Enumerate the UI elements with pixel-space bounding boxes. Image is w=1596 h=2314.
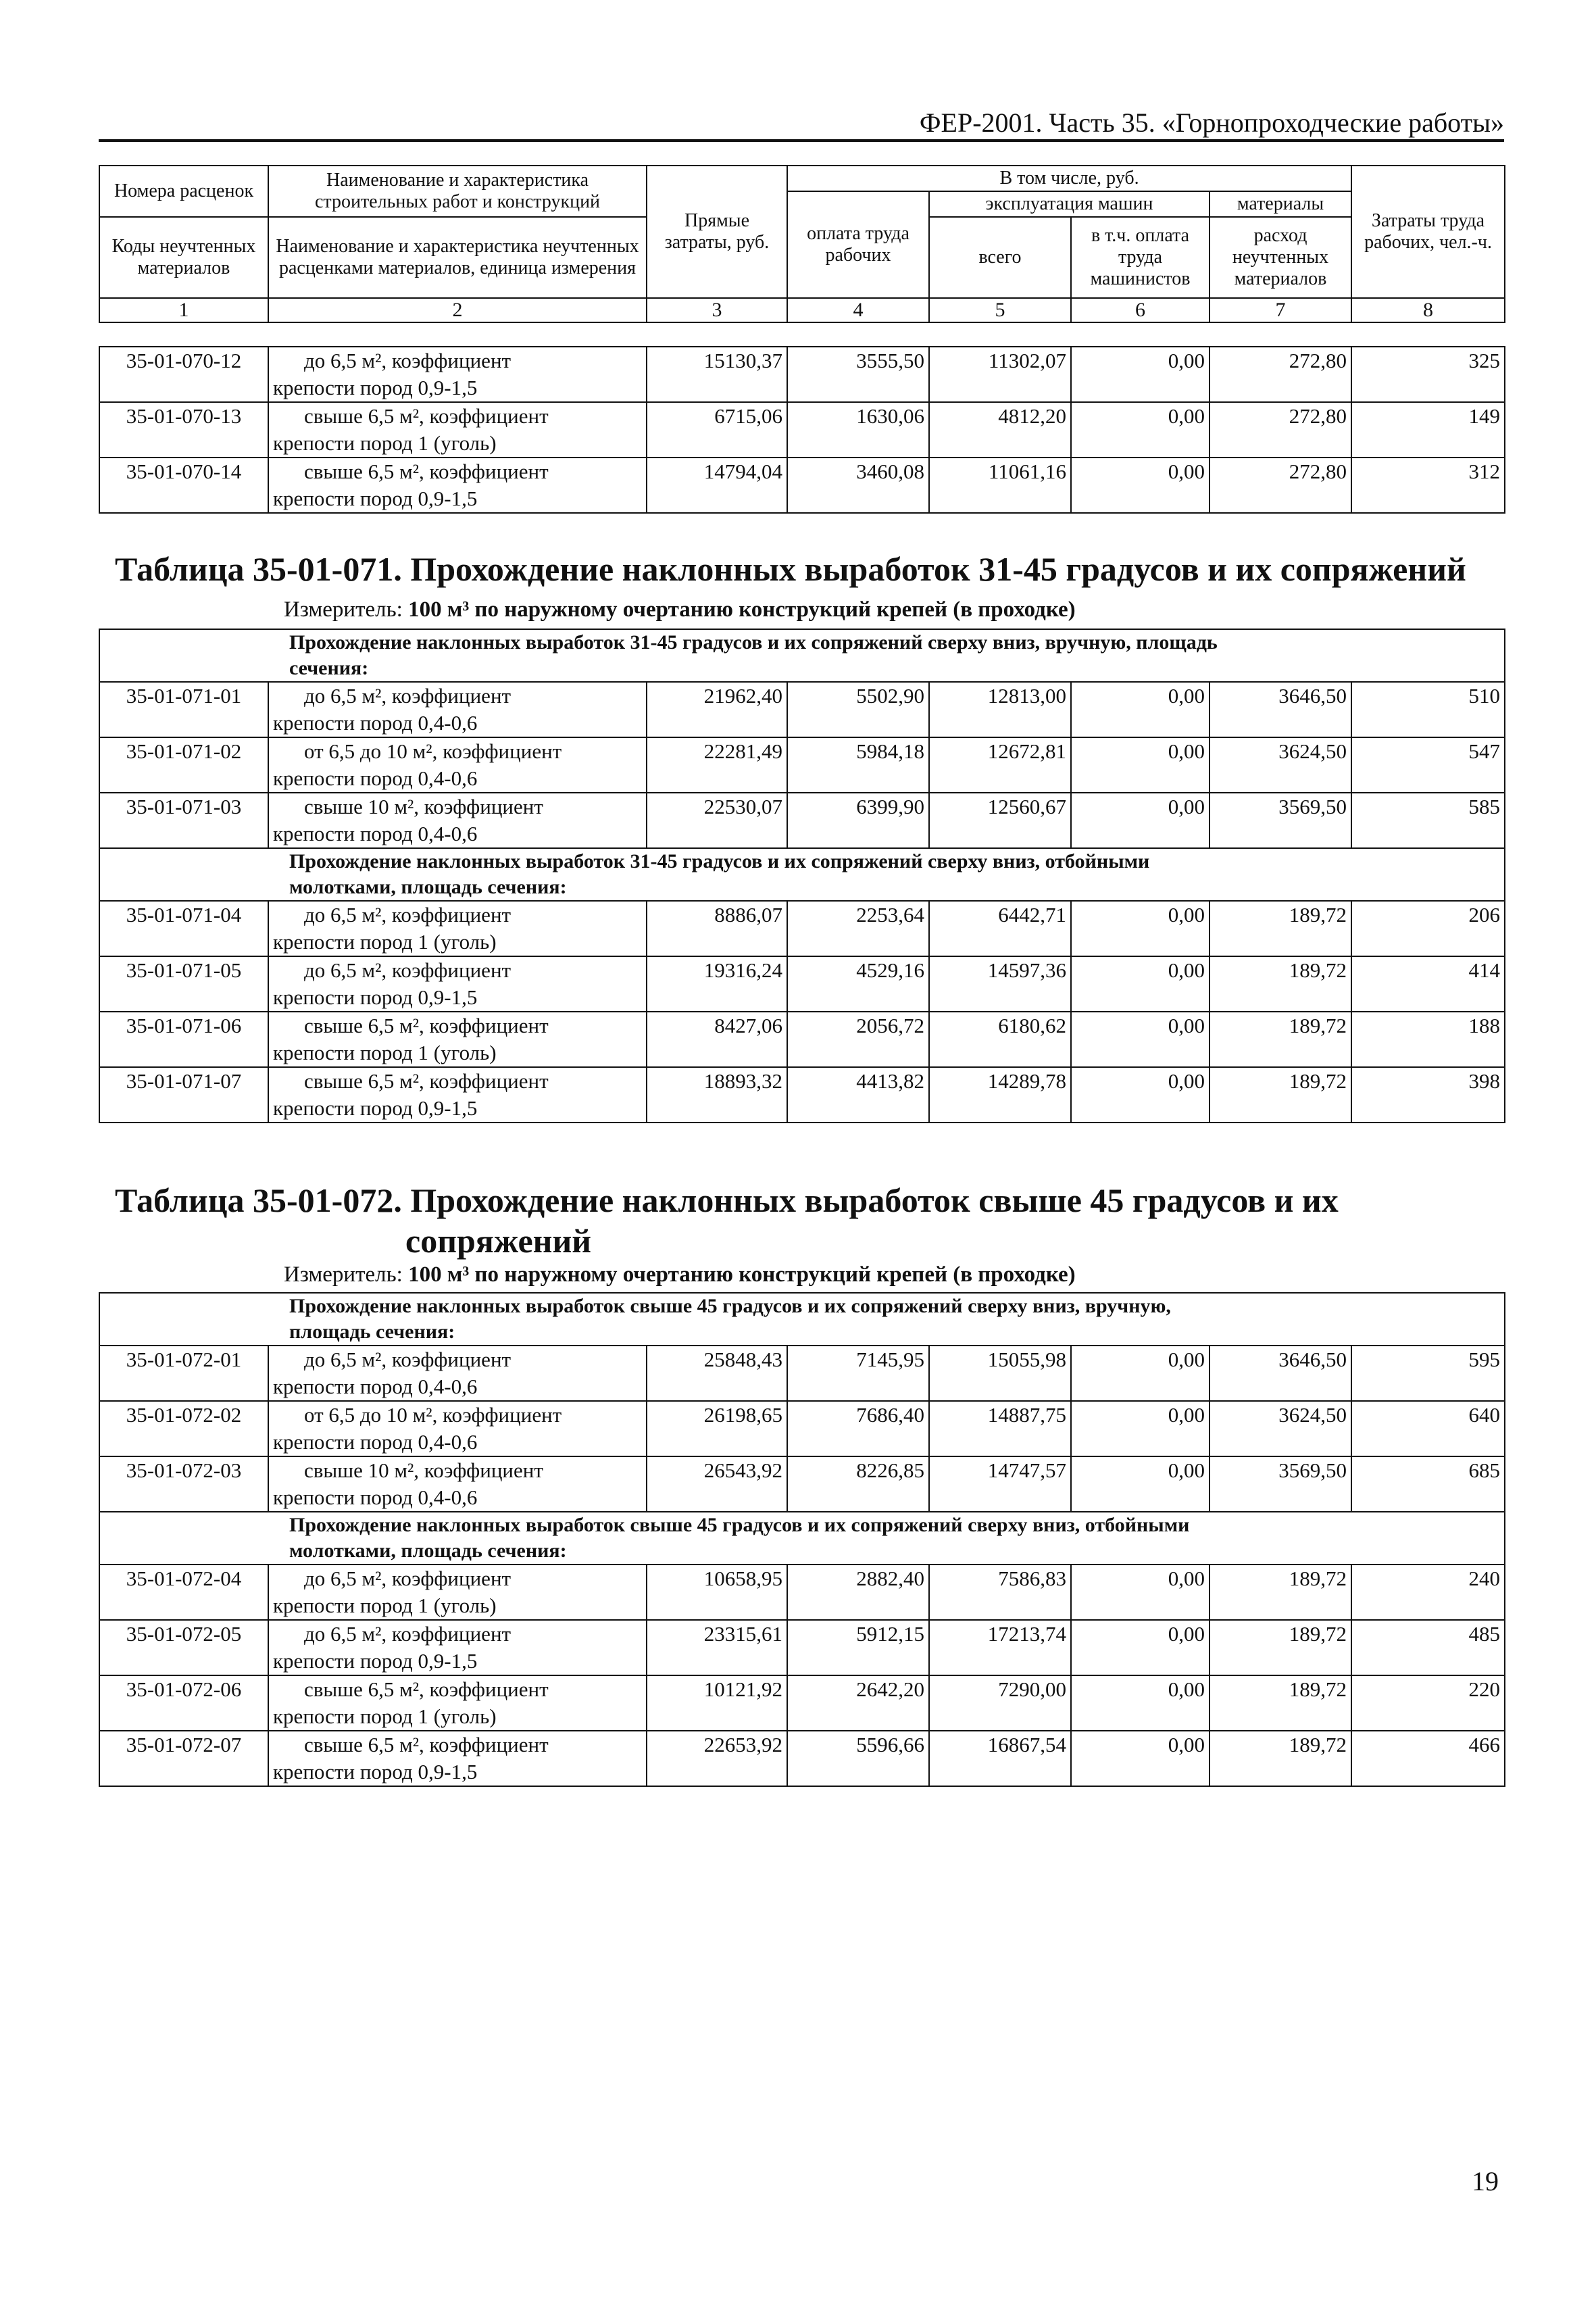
- rate-code: 35-01-071-05: [99, 956, 268, 1012]
- labor-hours-cell: 547: [1351, 737, 1505, 793]
- table-row: [99, 1620, 1505, 1675]
- table-row: [99, 901, 1505, 956]
- machinist-pay-cell: 0,00: [1071, 1675, 1210, 1731]
- running-header: ФЕР-2001. Часть 35. «Горнопроходческие работы»: [919, 107, 1504, 138]
- direct-costs-cell: 19316,24: [647, 956, 787, 1012]
- rate-code: 35-01-070-14: [99, 458, 268, 513]
- work-description: [268, 1067, 647, 1123]
- table-071-title: Таблица 35-01-071. Прохождение наклонных выработок 31-45 градусов и их сопряжений: [115, 550, 1466, 588]
- rate-code: 35-01-072-03: [99, 1456, 268, 1512]
- col-number: 3: [647, 298, 787, 322]
- labor-hours-cell: 398: [1351, 1067, 1505, 1123]
- machines-total-cell: 12813,00: [929, 682, 1071, 737]
- work-description-line2: крепости пород 0,9-1,5: [273, 985, 478, 1009]
- work-description-line2: крепости пород 1 (уголь): [273, 431, 497, 455]
- labor-hours-cell: 188: [1351, 1012, 1505, 1067]
- machines-total-cell: 11061,16: [929, 458, 1071, 513]
- table-072: [99, 1292, 1505, 1787]
- work-description-line2: крепости пород 1 (уголь): [273, 1594, 497, 1617]
- work-description-line1: до 6,5 м², коэффициент: [304, 958, 512, 982]
- col-number: 7: [1210, 298, 1351, 322]
- machines-total-cell: 17213,74: [929, 1620, 1071, 1675]
- labor-hours-cell: 466: [1351, 1731, 1505, 1786]
- machines-total-cell: 6442,71: [929, 901, 1071, 956]
- table-row: [99, 347, 1505, 402]
- table-070: [99, 346, 1505, 514]
- machinist-pay-cell: 0,00: [1071, 1067, 1210, 1123]
- rate-code: 35-01-072-01: [99, 1346, 268, 1401]
- labor-hours-cell: 312: [1351, 458, 1505, 513]
- direct-costs-cell: 8886,07: [647, 901, 787, 956]
- machinist-pay-cell: 0,00: [1071, 1565, 1210, 1620]
- section-heading-line1: Прохождение наклонных выработок свыше 45 градусов и их сопряжений сверху вниз, вручную,: [289, 1295, 1171, 1317]
- header-work-name: Наименование и характеристика строительных работ и конструкций: [268, 166, 647, 217]
- labor-pay-cell: 2882,40: [787, 1565, 929, 1620]
- work-description-line2: крепости пород 0,9-1,5: [273, 376, 478, 399]
- direct-costs-cell: 22653,92: [647, 1731, 787, 1786]
- table-row: [99, 1346, 1505, 1401]
- labor-pay-cell: 5984,18: [787, 737, 929, 793]
- materials-cell: 189,72: [1210, 956, 1351, 1012]
- work-description: [268, 793, 647, 848]
- machines-total-cell: 6180,62: [929, 1012, 1071, 1067]
- materials-cell: 189,72: [1210, 1731, 1351, 1786]
- direct-costs-cell: 10121,92: [647, 1675, 787, 1731]
- work-description-line1: свыше 10 м², коэффициент: [304, 1458, 543, 1482]
- machines-total-cell: 7586,83: [929, 1565, 1071, 1620]
- rate-code: 35-01-071-01: [99, 682, 268, 737]
- materials-cell: 189,72: [1210, 1012, 1351, 1067]
- rate-code: 35-01-072-06: [99, 1675, 268, 1731]
- direct-costs-cell: 25848,43: [647, 1346, 787, 1401]
- measure-label: Измеритель:: [284, 1262, 403, 1287]
- materials-cell: 3646,50: [1210, 682, 1351, 737]
- materials-cell: 3624,50: [1210, 1401, 1351, 1456]
- direct-costs-cell: 22281,49: [647, 737, 787, 793]
- section-heading: [99, 629, 1505, 682]
- materials-cell: 3624,50: [1210, 737, 1351, 793]
- measure-value: 100 м³ по наружному очертанию конструкций крепей (в проходке): [408, 1262, 1076, 1287]
- work-description: [268, 1346, 647, 1401]
- labor-pay-cell: 6399,90: [787, 793, 929, 848]
- table-row: [99, 956, 1505, 1012]
- labor-pay-cell: 2642,20: [787, 1675, 929, 1731]
- measure-value: 100 м³ по наружному очертанию конструкций крепей (в проходке): [408, 597, 1076, 622]
- section-heading-line1: Прохождение наклонных выработок 31-45 градусов и их сопряжений сверху вниз, вручную, площадь: [289, 631, 1218, 654]
- work-description-line2: крепости пород 0,4-0,6: [273, 1430, 478, 1454]
- labor-pay-cell: 4413,82: [787, 1067, 929, 1123]
- header-machinist-pay: в т.ч. оплата труда машинистов: [1071, 217, 1210, 298]
- header-rule: [99, 139, 1504, 142]
- materials-cell: 189,72: [1210, 901, 1351, 956]
- labor-pay-cell: 5912,15: [787, 1620, 929, 1675]
- work-description-line1: до 6,5 м², коэффициент: [304, 903, 512, 927]
- table-071-measure: [284, 597, 1076, 622]
- machinist-pay-cell: 0,00: [1071, 793, 1210, 848]
- materials-cell: 3646,50: [1210, 1346, 1351, 1401]
- table-072-title: [115, 1180, 1399, 1261]
- table-row: [99, 1012, 1505, 1067]
- work-description: [268, 1620, 647, 1675]
- materials-cell: 272,80: [1210, 458, 1351, 513]
- machinist-pay-cell: 0,00: [1071, 956, 1210, 1012]
- work-description: [268, 737, 647, 793]
- header-codes: Номера расценок: [99, 166, 268, 217]
- labor-pay-cell: 3460,08: [787, 458, 929, 513]
- machinist-pay-cell: 0,00: [1071, 402, 1210, 458]
- work-description-line1: от 6,5 до 10 м², коэффициент: [304, 1403, 562, 1427]
- table-row: [99, 1456, 1505, 1512]
- table-row: [99, 682, 1505, 737]
- rate-code: 35-01-070-12: [99, 347, 268, 402]
- table-row: [99, 1731, 1505, 1786]
- work-description-line2: крепости пород 0,9-1,5: [273, 1096, 478, 1120]
- section-heading-line1: Прохождение наклонных выработок 31-45 градусов и их сопряжений сверху вниз, отбойными: [289, 850, 1150, 872]
- work-description: [268, 901, 647, 956]
- machines-total-cell: 14747,57: [929, 1456, 1071, 1512]
- work-description-line1: до 6,5 м², коэффициент: [304, 1567, 512, 1590]
- section-heading-row: [99, 629, 1505, 682]
- work-description-line1: свыше 6,5 м², коэффициент: [304, 460, 549, 483]
- labor-pay-cell: 3555,50: [787, 347, 929, 402]
- machines-total-cell: 14289,78: [929, 1067, 1071, 1123]
- col-number: 4: [787, 298, 929, 322]
- materials-cell: 189,72: [1210, 1067, 1351, 1123]
- materials-cell: 189,72: [1210, 1620, 1351, 1675]
- section-heading-line2: сечения:: [289, 657, 369, 679]
- direct-costs-cell: 23315,61: [647, 1620, 787, 1675]
- table-row: [99, 793, 1505, 848]
- table-row: [99, 1565, 1505, 1620]
- labor-hours-cell: 220: [1351, 1675, 1505, 1731]
- page-number: 19: [1472, 2166, 1499, 2196]
- labor-hours-cell: 325: [1351, 347, 1505, 402]
- work-description-line2: крепости пород 0,9-1,5: [273, 1760, 478, 1783]
- work-description-line1: свыше 6,5 м², коэффициент: [304, 1014, 549, 1037]
- labor-pay-cell: 5502,90: [787, 682, 929, 737]
- section-heading: [99, 848, 1505, 901]
- work-description: [268, 1675, 647, 1731]
- direct-costs-cell: 21962,40: [647, 682, 787, 737]
- labor-hours-cell: 595: [1351, 1346, 1505, 1401]
- direct-costs-cell: 10658,95: [647, 1565, 787, 1620]
- header-labor-cost: Затраты труда рабочих, чел.-ч.: [1351, 166, 1505, 298]
- rate-code: 35-01-070-13: [99, 402, 268, 458]
- work-description: [268, 1731, 647, 1786]
- labor-hours-cell: 510: [1351, 682, 1505, 737]
- table-row: [99, 402, 1505, 458]
- section-heading-row: [99, 1512, 1505, 1565]
- work-description-line2: крепости пород 1 (уголь): [273, 930, 497, 954]
- header-labor-pay: оплата труда рабочих: [787, 191, 929, 298]
- work-description-line2: крепости пород 0,4-0,6: [273, 822, 478, 845]
- header-materials: материалы: [1210, 191, 1351, 217]
- header-machines-total: всего: [929, 217, 1071, 298]
- work-description-line2: крепости пород 0,4-0,6: [273, 766, 478, 790]
- table-072-title-line2: сопряжений: [405, 1222, 592, 1260]
- rate-code: 35-01-072-05: [99, 1620, 268, 1675]
- labor-pay-cell: 7145,95: [787, 1346, 929, 1401]
- machinist-pay-cell: 0,00: [1071, 1346, 1210, 1401]
- work-description: [268, 1012, 647, 1067]
- direct-costs-cell: 15130,37: [647, 347, 787, 402]
- table-row: [99, 737, 1505, 793]
- materials-cell: 272,80: [1210, 402, 1351, 458]
- labor-pay-cell: 2056,72: [787, 1012, 929, 1067]
- work-description: [268, 458, 647, 513]
- machinist-pay-cell: 0,00: [1071, 737, 1210, 793]
- machines-total-cell: 12672,81: [929, 737, 1071, 793]
- col-number: 6: [1071, 298, 1210, 322]
- direct-costs-cell: 14794,04: [647, 458, 787, 513]
- materials-cell: 189,72: [1210, 1675, 1351, 1731]
- section-heading-line2: молотками, площадь сечения:: [289, 876, 567, 898]
- machinist-pay-cell: 0,00: [1071, 458, 1210, 513]
- rate-code: 35-01-071-06: [99, 1012, 268, 1067]
- materials-cell: 3569,50: [1210, 793, 1351, 848]
- work-description-line1: свыше 6,5 м², коэффициент: [304, 404, 549, 428]
- machinist-pay-cell: 0,00: [1071, 901, 1210, 956]
- work-description: [268, 1565, 647, 1620]
- materials-cell: 272,80: [1210, 347, 1351, 402]
- labor-hours-cell: 485: [1351, 1620, 1505, 1675]
- table-row: [99, 1675, 1505, 1731]
- machines-total-cell: 4812,20: [929, 402, 1071, 458]
- machinist-pay-cell: 0,00: [1071, 1731, 1210, 1786]
- work-description: [268, 956, 647, 1012]
- section-heading: [99, 1512, 1505, 1565]
- work-description-line2: крепости пород 0,4-0,6: [273, 1485, 478, 1509]
- machinist-pay-cell: 0,00: [1071, 1012, 1210, 1067]
- col-number: 1: [99, 298, 268, 322]
- rate-code: 35-01-072-07: [99, 1731, 268, 1786]
- machinist-pay-cell: 0,00: [1071, 1456, 1210, 1512]
- work-description-line1: свыше 6,5 м², коэффициент: [304, 1733, 549, 1756]
- direct-costs-cell: 22530,07: [647, 793, 787, 848]
- col-number: 8: [1351, 298, 1505, 322]
- work-description-line1: до 6,5 м², коэффициент: [304, 1348, 512, 1371]
- direct-costs-cell: 6715,06: [647, 402, 787, 458]
- materials-cell: 3569,50: [1210, 1456, 1351, 1512]
- header-unaccounted-codes: Коды неучтенных материалов: [99, 217, 268, 298]
- table-072-measure: [284, 1262, 1076, 1287]
- table-row: [99, 1067, 1505, 1123]
- work-description: [268, 1401, 647, 1456]
- rate-code: 35-01-071-07: [99, 1067, 268, 1123]
- labor-hours-cell: 685: [1351, 1456, 1505, 1512]
- section-heading: [99, 1293, 1505, 1346]
- labor-pay-cell: 1630,06: [787, 402, 929, 458]
- work-description: [268, 402, 647, 458]
- labor-hours-cell: 149: [1351, 402, 1505, 458]
- section-heading-line2: молотками, площадь сечения:: [289, 1540, 567, 1562]
- work-description-line2: крепости пород 0,4-0,6: [273, 711, 478, 735]
- machines-total-cell: 14597,36: [929, 956, 1071, 1012]
- machinist-pay-cell: 0,00: [1071, 1620, 1210, 1675]
- work-description-line2: крепости пород 0,9-1,5: [273, 487, 478, 510]
- rate-code: 35-01-072-04: [99, 1565, 268, 1620]
- machines-total-cell: 11302,07: [929, 347, 1071, 402]
- header-materials-use: расход неучтенных материалов: [1210, 217, 1351, 298]
- direct-costs-cell: 8427,06: [647, 1012, 787, 1067]
- labor-hours-cell: 240: [1351, 1565, 1505, 1620]
- labor-pay-cell: 7686,40: [787, 1401, 929, 1456]
- labor-hours-cell: 414: [1351, 956, 1505, 1012]
- machinist-pay-cell: 0,00: [1071, 347, 1210, 402]
- labor-hours-cell: 585: [1351, 793, 1505, 848]
- work-description-line1: до 6,5 м², коэффициент: [304, 1622, 512, 1646]
- col-number: 2: [268, 298, 647, 322]
- materials-cell: 189,72: [1210, 1565, 1351, 1620]
- table-row: [99, 458, 1505, 513]
- machines-total-cell: 16867,54: [929, 1731, 1071, 1786]
- direct-costs-cell: 18893,32: [647, 1067, 787, 1123]
- machinist-pay-cell: 0,00: [1071, 1401, 1210, 1456]
- machinist-pay-cell: 0,00: [1071, 682, 1210, 737]
- table-row: [99, 1401, 1505, 1456]
- machines-total-cell: 14887,75: [929, 1401, 1071, 1456]
- direct-costs-cell: 26198,65: [647, 1401, 787, 1456]
- table-072-title-line1: Таблица 35-01-072. Прохождение наклонных выработок свыше 45 градусов и их: [115, 1181, 1339, 1219]
- machines-total-cell: 7290,00: [929, 1675, 1071, 1731]
- direct-costs-cell: 26543,92: [647, 1456, 787, 1512]
- work-description: [268, 682, 647, 737]
- header-machines: эксплуатация машин: [929, 191, 1210, 217]
- work-description-line1: до 6,5 м², коэффициент: [304, 349, 512, 372]
- machines-total-cell: 15055,98: [929, 1346, 1071, 1401]
- header-direct-costs: Прямые затраты, руб.: [647, 166, 787, 298]
- work-description: [268, 347, 647, 402]
- work-description-line2: крепости пород 1 (уголь): [273, 1041, 497, 1064]
- labor-pay-cell: 4529,16: [787, 956, 929, 1012]
- work-description-line2: крепости пород 0,4-0,6: [273, 1375, 478, 1398]
- labor-pay-cell: 2253,64: [787, 901, 929, 956]
- section-heading-row: [99, 848, 1505, 901]
- rate-code: 35-01-071-03: [99, 793, 268, 848]
- section-heading-line1: Прохождение наклонных выработок свыше 45 градусов и их сопряжений сверху вниз, отбойными: [289, 1514, 1190, 1536]
- header-unaccounted-name: Наименование и характеристика неучтенных расценками материалов, единица измерения: [268, 217, 647, 298]
- table-071: [99, 629, 1505, 1123]
- work-description-line1: свыше 10 м², коэффициент: [304, 795, 543, 818]
- work-description: [268, 1456, 647, 1512]
- rate-code: 35-01-072-02: [99, 1401, 268, 1456]
- work-description-line2: крепости пород 1 (уголь): [273, 1704, 497, 1728]
- work-description-line1: до 6,5 м², коэффициент: [304, 684, 512, 708]
- section-heading-line2: площадь сечения:: [289, 1321, 455, 1343]
- labor-hours-cell: 206: [1351, 901, 1505, 956]
- labor-pay-cell: 8226,85: [787, 1456, 929, 1512]
- measure-label: Измеритель:: [284, 597, 403, 622]
- column-header-table: [99, 165, 1505, 323]
- labor-pay-cell: 5596,66: [787, 1731, 929, 1786]
- work-description-line2: крепости пород 0,9-1,5: [273, 1649, 478, 1673]
- rate-code: 35-01-071-02: [99, 737, 268, 793]
- header-including: В том числе, руб.: [787, 166, 1351, 191]
- rate-code: 35-01-071-04: [99, 901, 268, 956]
- work-description-line1: свыше 6,5 м², коэффициент: [304, 1069, 549, 1093]
- work-description-line1: от 6,5 до 10 м², коэффициент: [304, 739, 562, 763]
- work-description-line1: свыше 6,5 м², коэффициент: [304, 1677, 549, 1701]
- col-number: 5: [929, 298, 1071, 322]
- labor-hours-cell: 640: [1351, 1401, 1505, 1456]
- section-heading-row: [99, 1293, 1505, 1346]
- machines-total-cell: 12560,67: [929, 793, 1071, 848]
